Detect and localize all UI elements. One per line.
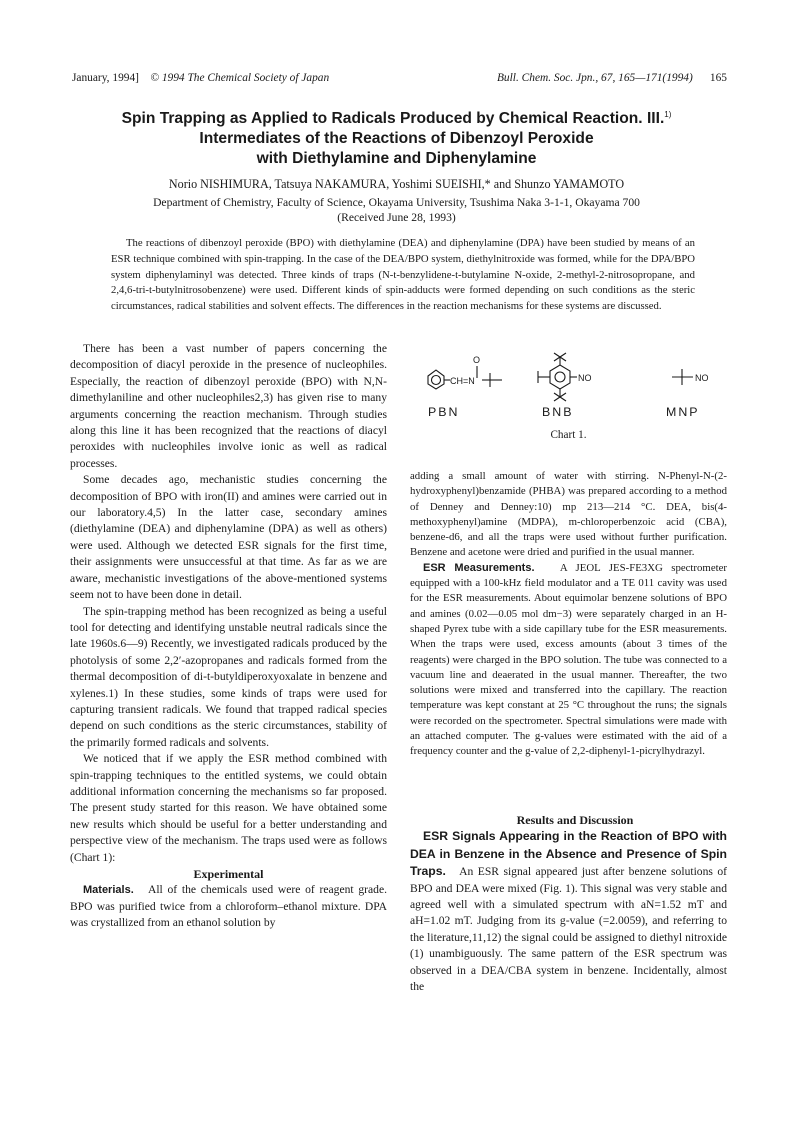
intro-paragraph-2: Some decades ago, mechanistic studies concerning the decomposition of BPO with iron(II) and amines were carried out in our laboratory.4,5) In the latter case, secondary amines (diethylamine (DEA) and diphenylamine (DPA) as well as others) were used. Although we detected ESR signals for the first time, their assignments were unsuccessful at that time. As far as we are aware, mechanistic investigations of the above-mentioned systems seem not to have been done in detail. — [70, 473, 387, 602]
running-head-right — [497, 70, 727, 86]
bnb-structure — [538, 353, 577, 401]
materials-heading: Materials. — [83, 884, 134, 897]
esr-measurements-paragraph — [410, 561, 727, 760]
pbn-aromatic-circle — [432, 376, 441, 385]
title-line-3: with Diethylamine and Diphenylamine — [256, 150, 537, 168]
right-column-methods — [410, 469, 727, 760]
section-heading-experimental: Experimental — [193, 867, 264, 881]
pbn-group-label: CH=N — [450, 376, 475, 386]
materials-text: All of the chemicals used were of reagent grade. BPO was purified twice from a chloroform–ethanol mixture. DPA was crystallized from an ethanol solution by — [70, 883, 387, 930]
left-column — [70, 341, 387, 932]
abstract: The reactions of dibenzoyl peroxide (BPO) with diethylamine (DEA) and diphenylamine (DPA) have been studied by means of an ESR technique combined with spin-trapping. In the case of the DEA/BPO system, diethylnitroxide was formed, while for the DPA/BPO system diphenylaminyl was detected. Three kinds of traps (N-t-benzylidene-t-butylamine N-oxide, 2-methyl-2-nitrosopropane, and 2,4,6-tri-t-butylnitrosobenzene) were used. Different kinds of spin-adducts were formed depending on such conditions as the steric circumstances, radical stabilities and solvent effects. The differences in the reaction mechanisms for these systems are discussed. — [111, 237, 695, 313]
results-paragraph — [410, 828, 727, 995]
bnb-group-label: NO — [578, 373, 592, 383]
materials-paragraph — [70, 882, 387, 931]
bnb-aromatic-circle — [555, 372, 565, 382]
chart-label-pbn: PBN — [428, 405, 460, 419]
title-line-2: Intermediates of the Reactions of Dibenzoyl Peroxide — [199, 130, 594, 148]
pbn-phenyl-ring — [428, 370, 444, 389]
results-text: An ESR signal appeared just after benzene solutions of BPO and DEA were mixed (Fig. 1). This signal was very stable and agreed well with a simulated spectrum with aN=1.52 mT and aH=1.02 mT. Judging from its g-value (=2.0059), and referring to the literature,11,12) the signal could be assigned to diethyl nitroxide (1) unambiguously. The same pattern of the ESR spectrum was observed in a DEA/CBA system in benzene. Incidentally, almost the — [410, 865, 727, 994]
title-footnote-ref: 1) — [664, 110, 672, 119]
author-list: Norio NISHIMURA, Tatsuya NAKAMURA, Yoshimi SUEISHI,* and Shunzo YAMAMOTO — [168, 177, 625, 191]
intro-paragraph-1: There has been a vast number of papers concerning the decomposition of diacyl peroxide in the presence of nucleophiles. Especially, the reaction of dibenzoyl peroxide (BPO) with N,N-dimethylaniline and other nucleophiles2,3) has given rise to many arguments concerning the reaction mechanism. Through studies along this line it has been recognized that the reactions of diacyl peroxides with nucleophiles involve ionic as well as radical processes. — [70, 342, 387, 470]
esr-measurements-heading: ESR Measurements. — [423, 561, 535, 574]
copyright-notice: © 1994 The Chemical Society of Japan — [150, 72, 330, 84]
section-heading-results: Results and Discussion — [516, 813, 634, 827]
journal-citation: Bull. Chem. Soc. Jpn., 67, 165—171(1994) — [496, 72, 693, 84]
intro-paragraph-4: We noticed that if we apply the ESR method combined with spin-trapping techniques to the entitled systems, we could obtain additional information concerning the mechanisms so far proposed. The present study started for this reason. We have obtained some new results which should be useful for a better understanding and perspective view of the mechanism. The traps used were as follows (Chart 1): — [70, 752, 387, 864]
chart-caption: Chart 1. — [550, 429, 587, 441]
esr-measurements-text: A JEOL JES-FE3XG spectrometer equipped with a 100-kHz field modulator and a TE 011 cavity was used for the ESR measurements. About equimolar benzene solutions of BPO and amines (0.02—0.05 mol dm−3) were separately charged in an H-shaped Pyrex tube with a side capillary tube for the ESR measurements. When the traps were used, excess amounts (about 3 times of the reagents) were charged in the BPO solution. The tube was connected to a vacuum line and deaerated in the usual manner. Thereafter, the two solutions were mixed and transferred into the capillary. The reaction temperature was kept constant at 25 °C throughout the runs; the signals were recorded on the spectrometer. Spectral simulations were made with an attached computer. The g-values were estimated with the aid of a frequency counter and the g-value of 2,2-diphenyl-1-picrylhydrazyl. — [410, 561, 728, 758]
mnp-structure — [672, 369, 693, 385]
affiliation: Department of Chemistry, Faculty of Science, Okayama University, Tsushima Naka 3-1-1, Okayama 700 — [153, 196, 640, 209]
chart-1-structures — [410, 343, 727, 449]
bnb-ring — [550, 365, 570, 389]
title-line-1 — [40, 105, 753, 129]
materials-continued: adding a small amount of water with stirring. N-Phenyl-N-(2-hydroxyphenyl)benzamide (PHBA) was prepared according to a method of Denney and Denney:10) mp 213—214 °C. DEA, bis(4-methoxyphenyl)amine (MDPA), m-chloroperbenzoic acid (CBA), benzene-d6, and all the traps were used without further purification. Benzene and acetone were dried and purified in the usual manner. — [410, 470, 727, 559]
pbn-oxygen-label: O — [473, 355, 481, 365]
running-head-left — [72, 70, 329, 86]
title-line-1-text: Spin Trapping as Applied to Radicals Produced by Chemical Reaction. III. — [121, 110, 665, 128]
article-title — [40, 105, 753, 169]
chart-label-bnb: BNB — [542, 405, 574, 419]
mnp-group-label: NO — [695, 373, 709, 383]
received-date: (Received June 28, 1993) — [337, 211, 456, 224]
right-column-results — [410, 812, 727, 995]
page-number: 165 — [709, 72, 727, 84]
results-subheading: ESR Signals Appearing in the Reaction of BPO with DEA in Benzene in the Absence and Presence of Spin Traps. — [410, 829, 727, 879]
chart-label-mnp: MNP — [666, 405, 700, 419]
intro-paragraph-3: The spin-trapping method has been recognized as being a useful tool for detecting and identifying unstable neutral radicals since the late 1960s.6—9) Recently, we investigated radicals produced by the photolysis of some 2,2′-azopropanes and radicals formed from the thermal decomposition of di-t-butyldiperoxyoxalate in benzene and xylenes.1) In these studies, some kinds of traps were used for capturing transient radicals. We found that trapped radical species depend on such conditions as the steric circumstances, stability of the primarily formed radicals and solvents. — [70, 604, 387, 749]
running-head — [72, 70, 727, 86]
issue-date: January, 1994] — [72, 72, 139, 84]
